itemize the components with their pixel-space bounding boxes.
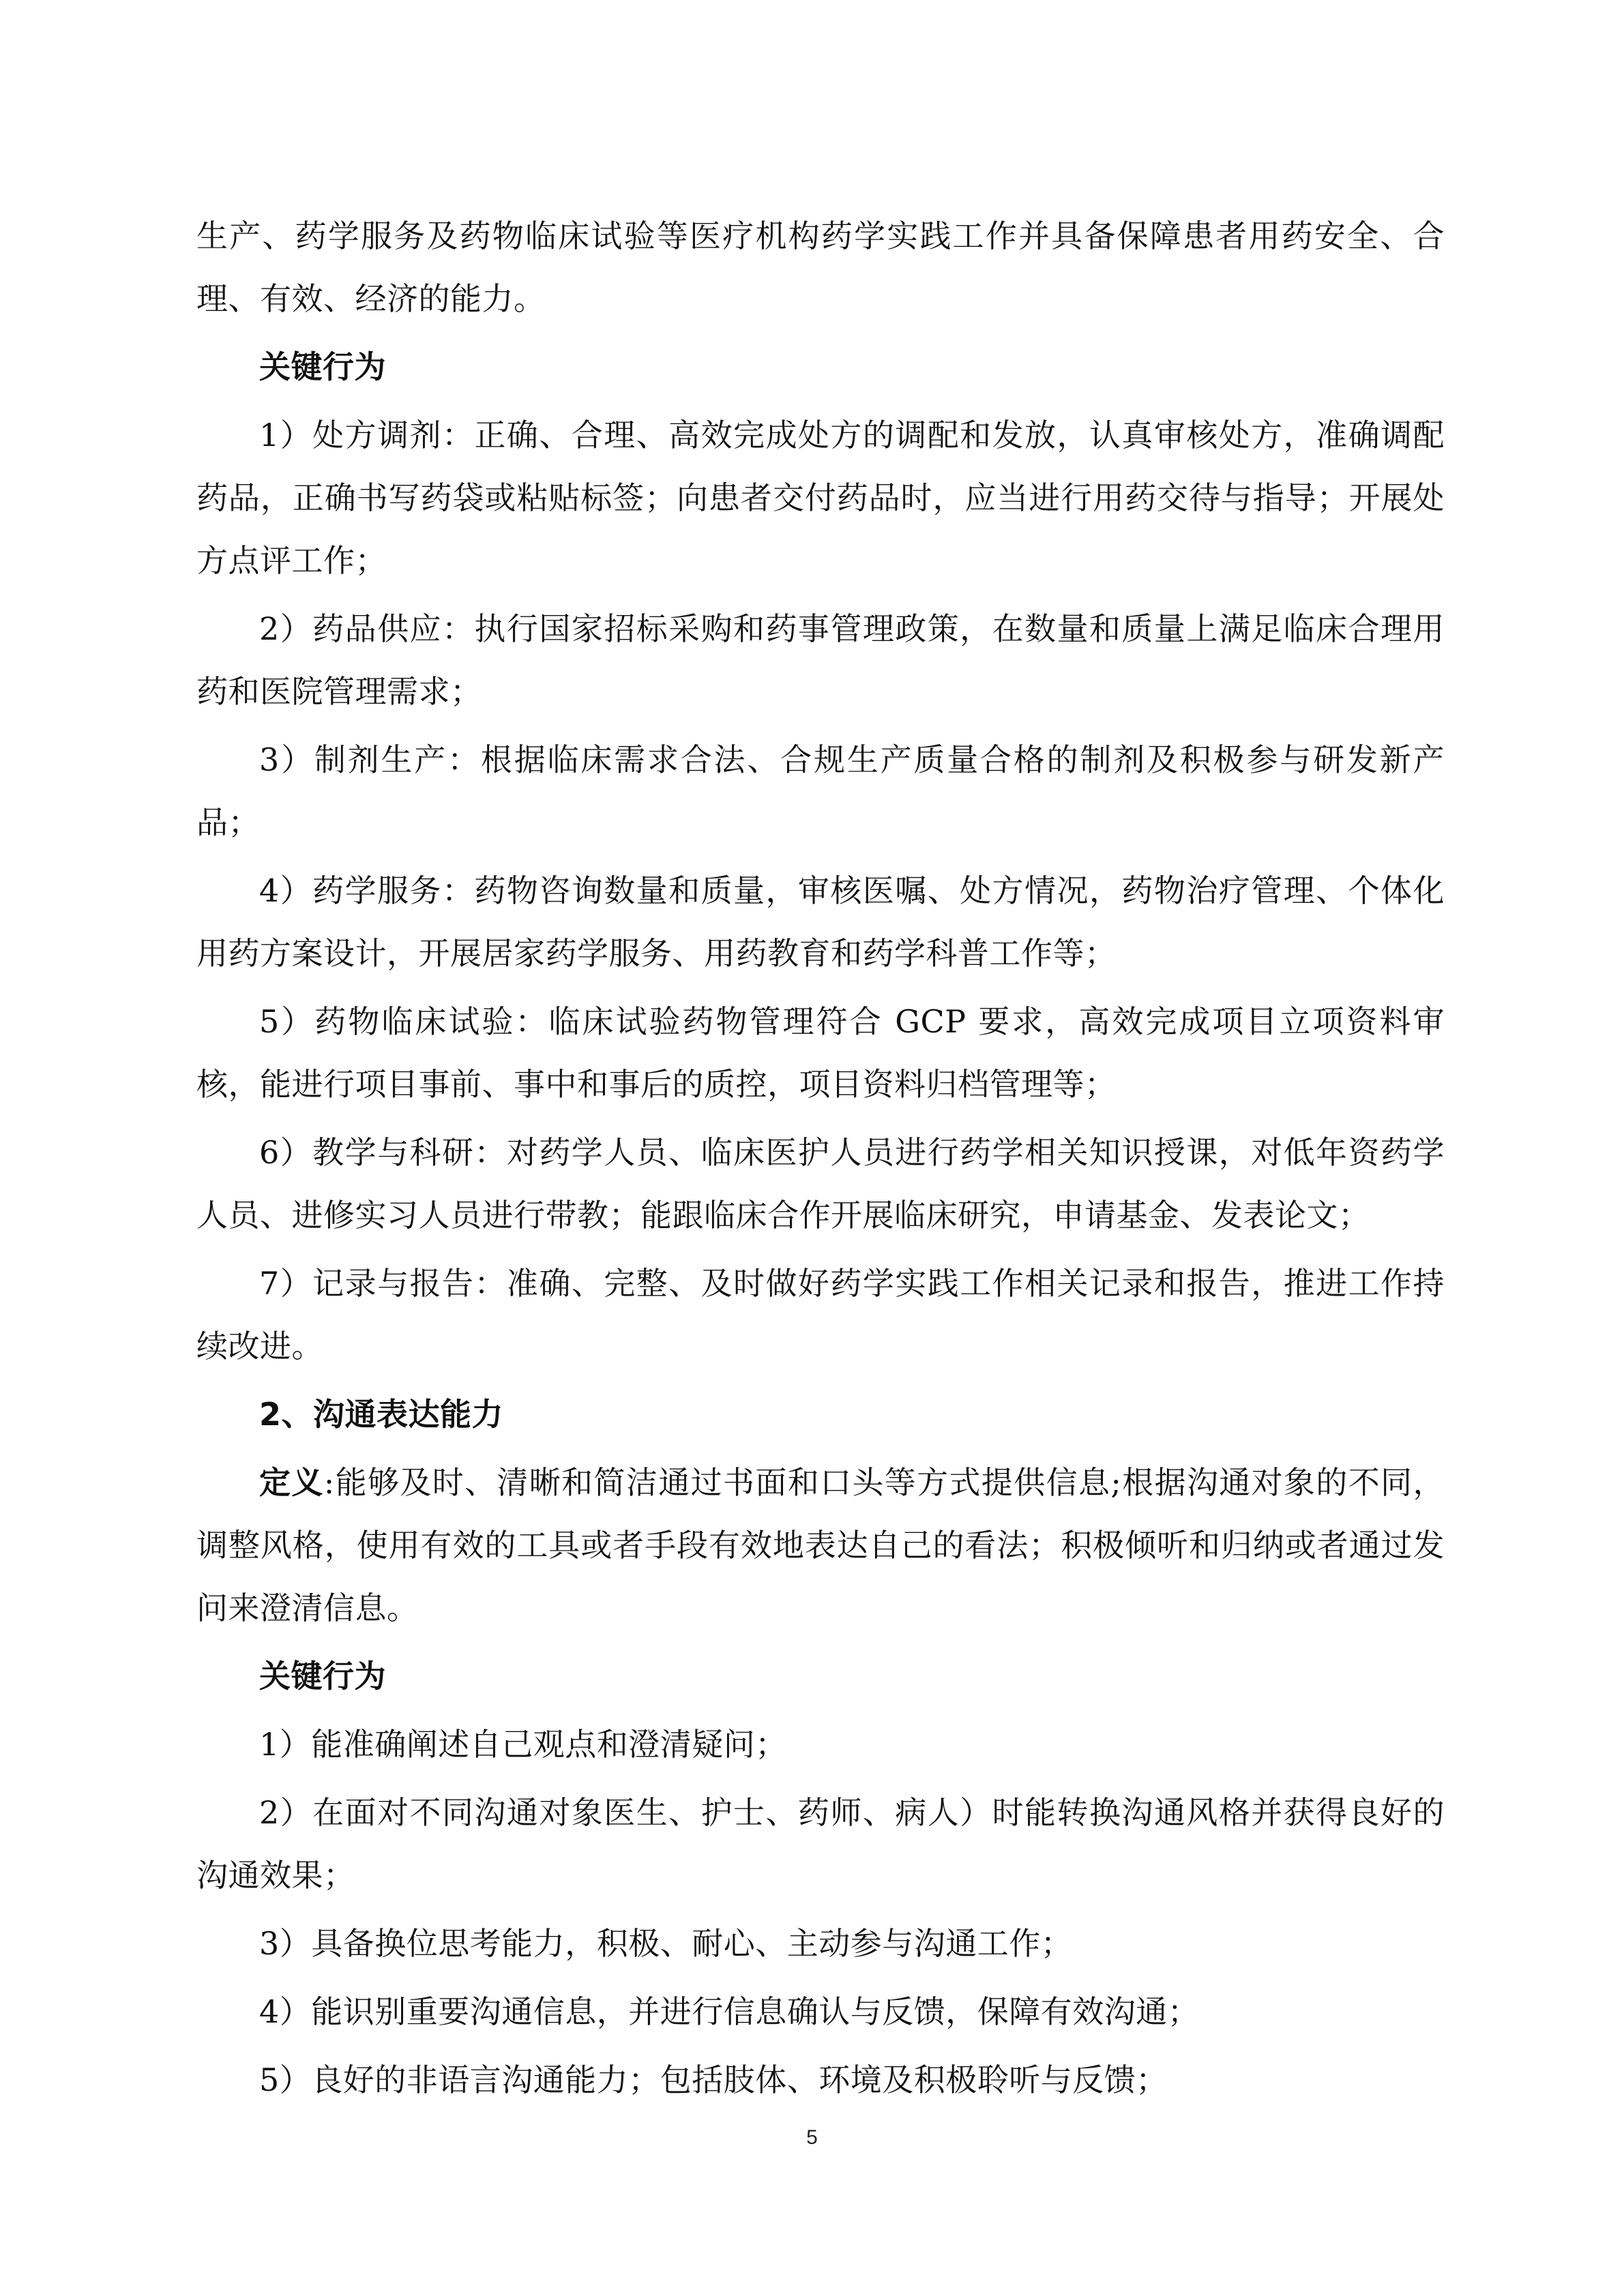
section-2-title: 2、沟通表达能力 xyxy=(259,1396,504,1433)
behavior-item-2-5: 5）良好的非语言沟通能力；包括肢体、环境及积极聆听与反馈； xyxy=(259,2061,1168,2098)
page-number: 5 xyxy=(806,2126,818,2149)
behavior-item-2-3: 3）具备换位思考能力，积极、耐心、主动参与沟通工作； xyxy=(259,1925,1073,1962)
behavior-item-2-1: 1）能准确阐述自己观点和澄清疑问； xyxy=(259,1726,787,1763)
key-behaviors-heading-1: 关键行为 xyxy=(259,348,386,385)
behavior-item-1-6: 6）教学与科研：对药学人员、临床医护人员进行药学相关知识授课，对低年资药学人员、进修实习人员进行带教；能跟临床合作开展临床研究，申请基金、发表论文； xyxy=(196,1134,1445,1234)
behavior-item-1-1: 1）处方调剂：正确、合理、高效完成处方的调配和发放，认真审核处方，准确调配药品，正确书写药袋或粘贴标签；向患者交付药品时，应当进行用药交待与指导；开展处方点评工作； xyxy=(196,417,1445,579)
definition-paragraph xyxy=(196,1451,1445,1639)
definition-text: :能够及时、清晰和简洁通过书面和口头等方式提供信息;根据沟通对象的不同，调整风格，使用有效的工具或者手段有效地表达自己的看法；积极倾听和归纳或者通过发问来澄清信息。 xyxy=(196,1464,1445,1626)
definition-label: 定义 xyxy=(259,1464,324,1501)
behavior-item-1-2: 2）药品供应：执行国家招标采购和药事管理政策，在数量和质量上满足临床合理用药和医院管理需求； xyxy=(196,610,1445,710)
behavior-item-1-3: 3）制剂生产：根据临床需求合法、合规生产质量合格的制剂及积极参与研发新产品； xyxy=(196,741,1445,841)
behavior-item-2-2: 2）在面对不同沟通对象医生、护士、药师、病人）时能转换沟通风格并获得良好的沟通效果； xyxy=(196,1794,1445,1894)
intro-continuation: 生产、药学服务及药物临床试验等医疗机构药学实践工作并具备保障患者用药安全、合理、有效、经济的能力。 xyxy=(196,218,1445,317)
behavior-item-2-4: 4）能识别重要沟通信息，并进行信息确认与反馈，保障有效沟通； xyxy=(259,1993,1200,2030)
behavior-item-1-5: 5）药物临床试验：临床试验药物管理符合 GCP 要求，高效完成项目立项资料审核，能进行项目事前、事中和事后的质控，项目资料归档管理等； xyxy=(196,1003,1445,1103)
key-behaviors-heading-2: 关键行为 xyxy=(259,1658,386,1695)
page-body xyxy=(196,205,1445,2117)
behavior-item-1-7: 7）记录与报告：准确、完整、及时做好药学实践工作相关记录和报告，推进工作持续改进。 xyxy=(196,1265,1445,1365)
behavior-item-1-4: 4）药学服务：药物咨询数量和质量，审核医嘱、处方情况，药物治疗管理、个体化用药方案设计，开展居家药学服务、用药教育和药学科普工作等； xyxy=(196,872,1445,972)
